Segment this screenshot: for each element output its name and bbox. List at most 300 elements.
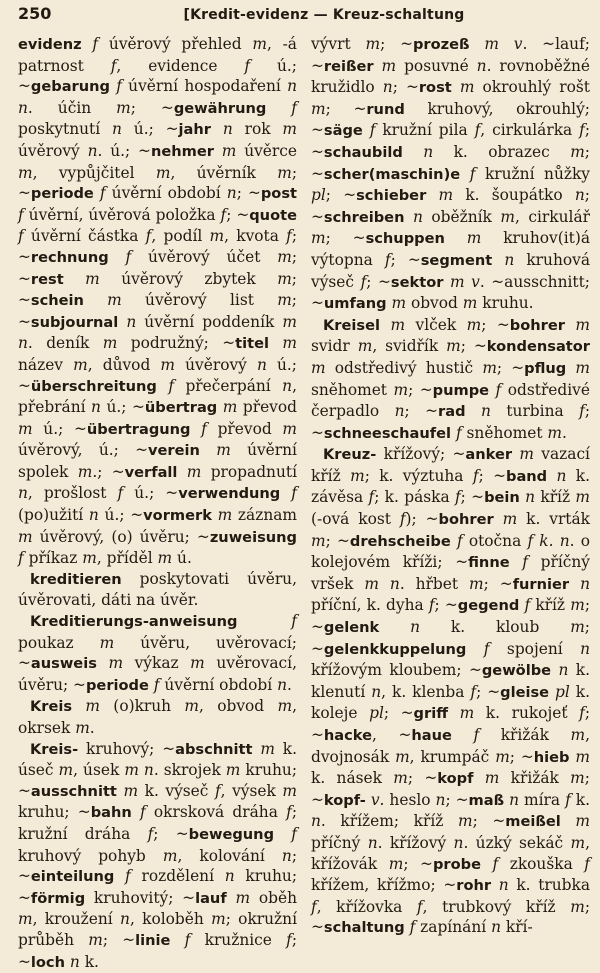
grammar-label: m	[500, 207, 515, 226]
definition-text: sněhomet	[461, 423, 548, 442]
grammar-label: n	[367, 833, 378, 852]
grammar-label: m	[63, 269, 100, 288]
grammar-label: m	[462, 294, 478, 313]
grammar-label: f	[470, 682, 477, 701]
definition-text: , vypůjčitel	[32, 163, 156, 182]
definition-text: ; ~	[18, 291, 297, 331]
headword: quote	[249, 206, 297, 224]
grammar-label: f	[451, 423, 462, 442]
headword: ausweis	[30, 655, 97, 673]
grammar-label: f	[148, 675, 160, 694]
headword: lauf	[195, 889, 227, 907]
definition-text: , svidřík	[372, 337, 447, 356]
definition-text: otočna	[462, 531, 528, 550]
grammar-label: f	[114, 867, 131, 886]
grammar-label: f	[565, 790, 571, 809]
grammar-label: m	[469, 574, 484, 593]
grammar-label: m	[18, 163, 33, 182]
grammar-label: m	[225, 761, 241, 780]
grammar-label: pl	[369, 704, 384, 723]
definition-text: ú.; ~	[18, 56, 297, 96]
left-column	[18, 34, 297, 973]
grammar-label: f	[117, 484, 124, 503]
grammar-label: f	[274, 824, 297, 843]
definition-text: úvěrový, ú.; ~	[18, 441, 149, 460]
definition-text: ; ~	[325, 186, 357, 205]
grammar-label: m	[211, 506, 233, 525]
grammar-label: f	[474, 121, 481, 140]
grammar-label: pl	[311, 186, 326, 205]
definition-text: úvěrní období	[159, 675, 278, 694]
grammar-label: m	[448, 704, 475, 723]
grammar-label: m	[311, 531, 326, 550]
grammar-label: m	[512, 445, 534, 464]
grammar-label: n	[504, 790, 520, 809]
definition-text: , obvod	[199, 697, 278, 716]
headword: gebarung	[30, 78, 110, 96]
definition-text: (o)kruh	[100, 697, 185, 716]
grammar-label: f	[147, 824, 154, 843]
definition-text: převod	[206, 419, 283, 438]
definition-text: křižák	[499, 769, 571, 788]
grammar-label: m	[184, 697, 200, 716]
definition-text: . křížem; kříž	[320, 812, 458, 831]
grammar-label: n	[224, 867, 235, 886]
definition-text: ; ~	[380, 35, 413, 53]
grammar-label: m	[357, 337, 373, 356]
dictionary-entry	[311, 444, 590, 939]
definition-text: úvěrový list	[121, 291, 278, 310]
headword: hacke	[323, 727, 373, 744]
headword: schaubild	[323, 143, 403, 161]
definition-text: ; ~	[18, 247, 297, 288]
definition-text: převod	[237, 398, 297, 417]
grammar-label: n	[64, 952, 80, 971]
grammar-label: f	[220, 205, 227, 224]
grammar-label: n	[394, 402, 405, 421]
definition-text: k. koleje	[311, 682, 590, 723]
definition-text: kří-	[500, 918, 533, 937]
headword: subjournal	[30, 313, 119, 331]
definition-text: . deník	[27, 334, 103, 353]
definition-text: rok	[232, 120, 283, 139]
definition-text: ; ~	[403, 854, 433, 873]
definition-text: kruhový pohyb	[18, 846, 163, 865]
definition-text: kruhový, okrouhlý; ~	[311, 99, 590, 140]
grammar-label: f	[360, 272, 367, 291]
dictionary-entry	[18, 739, 297, 973]
headword: periode	[85, 676, 149, 694]
grammar-label: f	[286, 930, 292, 949]
definition-text: posuvné	[396, 56, 477, 75]
definition-text: výkaz	[123, 654, 191, 673]
grammar-label: n	[281, 846, 292, 865]
definition-text: rozdělení	[130, 867, 225, 886]
definition-text: ; ~	[236, 184, 261, 203]
definition-text: ; ~	[311, 897, 590, 937]
grammar-label: m	[564, 315, 590, 334]
headword: titel	[235, 335, 269, 353]
grammar-label: m	[211, 910, 226, 929]
grammar-label: m	[18, 527, 33, 546]
headword: Kreis-	[30, 740, 79, 758]
definition-text: kruhová výseč	[311, 250, 590, 291]
headword: schieber	[356, 187, 427, 205]
grammar-label: m	[190, 654, 205, 673]
grammar-label: m	[395, 747, 410, 766]
headword: säge	[323, 122, 363, 140]
definition-text: kříž	[530, 596, 571, 615]
headword: übertrag	[144, 399, 218, 417]
definition-text: k.	[570, 790, 590, 809]
definition-text: k. úseč	[18, 739, 297, 780]
definition-text: ; ~	[483, 574, 513, 593]
headword: schein	[30, 292, 84, 310]
headword: hieb	[533, 748, 570, 766]
grammar-label: m	[373, 56, 397, 75]
right-column	[311, 34, 590, 973]
grammar-label: f	[18, 549, 24, 568]
definition-text: křížový; ~	[376, 445, 466, 464]
definition-text: ; ~	[404, 402, 439, 421]
dictionary-entry	[18, 611, 297, 696]
headword: ausschnitt	[30, 782, 117, 800]
definition-text: kružní nůžky	[475, 164, 591, 183]
definition-text: ú.; ~	[100, 398, 145, 417]
definition-text: ; ~	[383, 704, 414, 723]
definition-text: vlček	[405, 315, 467, 334]
definition-text: , k. klenba	[381, 682, 471, 701]
dictionary-entry	[18, 34, 297, 569]
grammar-label: m n	[18, 312, 297, 353]
definition-text: ; ~	[18, 269, 297, 310]
grammar-label: m	[155, 163, 171, 182]
headword: jahr	[178, 121, 211, 139]
grammar-label: m	[570, 833, 586, 852]
grammar-label: f	[466, 639, 490, 658]
headword: bahn	[90, 804, 132, 822]
dictionary-entry	[311, 34, 590, 315]
definition-text: . ú.; ~	[97, 141, 151, 160]
grammar-label: n	[547, 466, 567, 485]
definition-text: oběh	[250, 888, 297, 907]
grammar-label: m v	[469, 35, 523, 53]
grammar-label: f	[454, 488, 461, 507]
grammar-label: f	[399, 510, 406, 529]
definition-text: k. výseč	[138, 781, 215, 800]
grammar-label: n	[87, 141, 98, 160]
headword: gewölbe	[481, 662, 552, 680]
headword: Kreisel	[323, 316, 380, 334]
definition-text: .	[89, 719, 95, 737]
definition-text: , křížovka	[316, 897, 417, 916]
headword: verein	[148, 442, 200, 460]
grammar-label: m	[466, 315, 482, 334]
grammar-label: n	[404, 207, 423, 226]
definition-text: úvěrový přehled	[98, 35, 253, 53]
grammar-label: n	[551, 661, 569, 680]
grammar-label: n	[491, 918, 501, 937]
grammar-label: m	[102, 334, 118, 353]
definition-text: , křížovák	[311, 833, 590, 873]
grammar-label: m	[457, 812, 473, 831]
definition-text: ; ~	[445, 790, 469, 809]
definition-text: ); ~	[405, 510, 439, 529]
definition-text: poukaz	[18, 633, 100, 652]
grammar-label: n	[476, 56, 487, 75]
grammar-label: m	[277, 697, 293, 716]
definition-text: propadnutí	[201, 462, 297, 481]
grammar-label: f	[131, 803, 146, 822]
definition-text: poskytovati úvěru, úvěrovati, dáti na úvěr.	[18, 569, 297, 610]
grammar-label: m	[570, 769, 585, 788]
grammar-label: n	[491, 876, 509, 895]
grammar-label: m	[157, 549, 173, 568]
definition-text: přečerpání	[174, 376, 283, 395]
headword: rad	[438, 403, 466, 421]
grammar-label: f	[404, 918, 416, 937]
grammar-label: m n	[124, 761, 154, 780]
definition-text: úvěrní poddeník	[136, 312, 283, 331]
grammar-label: n	[379, 618, 421, 637]
grammar-label: n	[118, 312, 137, 331]
grammar-label: f	[428, 596, 435, 615]
headword: verfall	[124, 463, 178, 481]
definition-text: kružní pila	[375, 121, 475, 140]
definition-text: ; ~	[311, 186, 590, 226]
grammar-label: f	[156, 376, 175, 395]
definition-text: záznam	[232, 506, 298, 525]
grammar-label: m	[311, 229, 326, 248]
grammar-label: n	[282, 376, 293, 395]
definition-text: křížem, křížmo; ~	[311, 876, 457, 895]
headword: drehscheibe	[349, 532, 451, 550]
grammar-label: n	[91, 398, 101, 417]
definition-text: , kvota	[224, 227, 287, 246]
definition-text: odstředivé čerpadlo	[311, 380, 590, 421]
definition-text: .; ~	[92, 462, 125, 481]
definition-text: (po)užití	[18, 506, 89, 525]
grammar-label: m	[570, 596, 585, 615]
grammar-label: f	[244, 56, 251, 75]
grammar-label: m	[570, 726, 586, 744]
grammar-label: m	[18, 910, 33, 929]
grammar-label: m	[282, 120, 297, 139]
definition-text: , příděl	[96, 549, 158, 568]
grammar-label: m	[77, 462, 93, 481]
definition-text: .	[562, 423, 567, 442]
grammar-label: m	[493, 510, 518, 529]
definition-text: ; ~	[460, 488, 485, 507]
definition-text: příčný	[311, 833, 368, 852]
definition-text: ; ~	[311, 704, 590, 744]
definition-text: k.	[79, 952, 99, 971]
grammar-label: m	[116, 781, 139, 800]
definition-text: k. obrazec	[433, 142, 571, 161]
definition-text: ; ~	[408, 380, 433, 399]
definition-text: . hřbet	[399, 574, 470, 593]
grammar-label: m	[311, 99, 326, 118]
headword: kreditieren	[30, 570, 122, 588]
grammar-label: m	[199, 441, 231, 460]
grammar-label: f	[286, 227, 292, 246]
grammar-label: m	[18, 419, 33, 438]
grammar-label: m	[350, 466, 365, 485]
grammar-label: m	[570, 618, 585, 637]
headword: rund	[366, 100, 405, 118]
grammar-label: n	[18, 484, 28, 503]
grammar-label: v	[365, 790, 380, 809]
definition-text: okrsková dráha	[145, 803, 287, 822]
definition-text: . heslo	[379, 790, 436, 809]
grammar-label: m	[575, 488, 591, 507]
definition-text: kruhu.	[477, 294, 534, 313]
headword: kopf-	[323, 791, 366, 809]
grammar-label: m	[83, 291, 122, 310]
headword: rohr	[456, 877, 492, 895]
page-number: 250	[18, 4, 52, 23]
definition-text: ; okružní průběh	[18, 910, 297, 949]
definition-text: ; ~	[311, 618, 590, 658]
definition-text: úvěrový účet	[131, 247, 278, 266]
definition-text: úvěru, uvěrovací; ~	[18, 633, 297, 673]
grammar-label: m v	[443, 272, 480, 291]
headword: evidenz	[18, 36, 82, 53]
definition-text: ; ~	[476, 682, 501, 701]
headword: übertragung	[86, 420, 191, 438]
grammar-label: m	[75, 719, 90, 737]
definition-text: ; k. výztuha	[364, 466, 473, 485]
headword: überschreitung	[30, 377, 157, 395]
definition-text: ; ~	[407, 769, 438, 788]
grammar-label: n	[519, 488, 536, 507]
definition-text: . ~ausschnitt; ~	[311, 272, 590, 313]
headword: rest	[30, 270, 64, 288]
definition-text: vazací kříž	[311, 445, 590, 485]
grammar-label: m	[569, 747, 590, 766]
definition-text: kružnice	[190, 930, 287, 949]
grammar-label: f	[489, 380, 502, 399]
definition-text: , úsek	[73, 761, 125, 780]
grammar-label: m	[495, 747, 510, 766]
definition-text: poskytnutí	[18, 120, 113, 139]
definition-text: kruhu; ~	[18, 867, 298, 907]
definition-text: .	[287, 675, 292, 694]
definition-text: ; ~	[226, 205, 250, 224]
definition-text: , kolování	[177, 846, 282, 865]
definition-text: , prošlost	[27, 484, 118, 503]
grammar-label: m	[473, 769, 500, 788]
headword: zuweisung	[209, 528, 297, 546]
grammar-label: f	[584, 854, 590, 873]
definition-text: , ~	[372, 726, 412, 744]
running-head: [Kredit-evidenz — Kreuz-schaltung	[183, 7, 465, 23]
headword: rechnung	[30, 248, 109, 266]
definition-text: ; ~	[153, 824, 189, 843]
definition-text: úvěrní období	[105, 184, 227, 203]
definition-text: ú.; ~	[121, 120, 179, 139]
definition-text: k. závěsa	[311, 466, 590, 507]
definition-text: ; ~	[311, 121, 591, 161]
grammar-label: m	[160, 355, 176, 374]
grammar-label: n	[580, 639, 591, 658]
headword: pflug	[524, 359, 567, 377]
definition-text: k. vrták	[517, 510, 590, 529]
grammar-label: m n	[364, 574, 400, 593]
definition-text: k. rukojeť	[474, 704, 580, 723]
definition-text: . skrojek	[153, 761, 226, 780]
definition-text: kříž	[535, 488, 576, 507]
definition-text: , -á patrnost	[18, 35, 297, 75]
grammar-label: m	[217, 398, 238, 417]
definition-text: ; ~	[18, 227, 297, 266]
definition-text: příkaz	[23, 549, 83, 568]
grammar-label: m	[444, 229, 482, 248]
page-header	[18, 4, 590, 34]
definition-text: ; ~	[478, 466, 506, 485]
definition-text: ; ~	[460, 337, 487, 356]
grammar-label: pl	[549, 682, 570, 701]
grammar-label: n	[88, 506, 99, 525]
grammar-label: f	[81, 35, 99, 53]
definition-text: k. násek	[311, 769, 394, 788]
grammar-label: m	[269, 334, 297, 353]
headword: sektor	[390, 273, 444, 291]
definition-text: ; ~	[18, 930, 298, 971]
headword: verwendung	[178, 485, 281, 503]
definition-text: ; ~	[18, 163, 297, 203]
headword: gleise	[500, 683, 550, 701]
definition-text: , koloběh	[129, 910, 212, 929]
grammar-label: f	[472, 466, 479, 485]
grammar-label: f	[450, 531, 463, 550]
definition-text: ; ~	[325, 531, 350, 550]
grammar-label: n	[492, 250, 515, 269]
headword: nehmer	[150, 142, 214, 160]
grammar-label: f	[451, 726, 480, 744]
grammar-label: f	[145, 227, 152, 246]
headword: probe	[432, 855, 481, 873]
dictionary-entry	[18, 696, 297, 738]
headword: band	[506, 467, 548, 485]
definition-text: příční, k. dyha	[311, 596, 429, 615]
definition-text: ; ~	[311, 402, 590, 442]
definition-text: ; ~	[496, 358, 525, 377]
definition-text: kruhový; ~	[78, 739, 176, 758]
grammar-label: m	[82, 549, 97, 568]
definition-text: okrouhlý rošt	[474, 78, 590, 97]
definition-text: , kroužení	[32, 910, 121, 929]
grammar-label: m	[570, 897, 585, 916]
grammar-label: f	[266, 98, 297, 117]
grammar-label: m	[482, 358, 497, 377]
definition-text: vývrt	[311, 35, 366, 53]
grammar-label: f	[93, 184, 106, 203]
definition-text: zapínání	[415, 918, 492, 937]
headword: gelenk	[323, 619, 380, 637]
grammar-label: n	[277, 675, 288, 694]
definition-text: . křížový	[377, 833, 454, 852]
grammar-label: m	[96, 654, 124, 673]
headword: prozeß	[412, 36, 470, 53]
grammar-label: m	[116, 98, 131, 117]
grammar-label: m	[282, 419, 298, 438]
grammar-label: n	[569, 574, 590, 593]
definition-text: kruhu; ~	[18, 803, 91, 822]
headword: bohrer	[509, 316, 565, 334]
definition-text: k. kloub	[420, 618, 571, 637]
definition-text: obvod	[406, 294, 463, 313]
